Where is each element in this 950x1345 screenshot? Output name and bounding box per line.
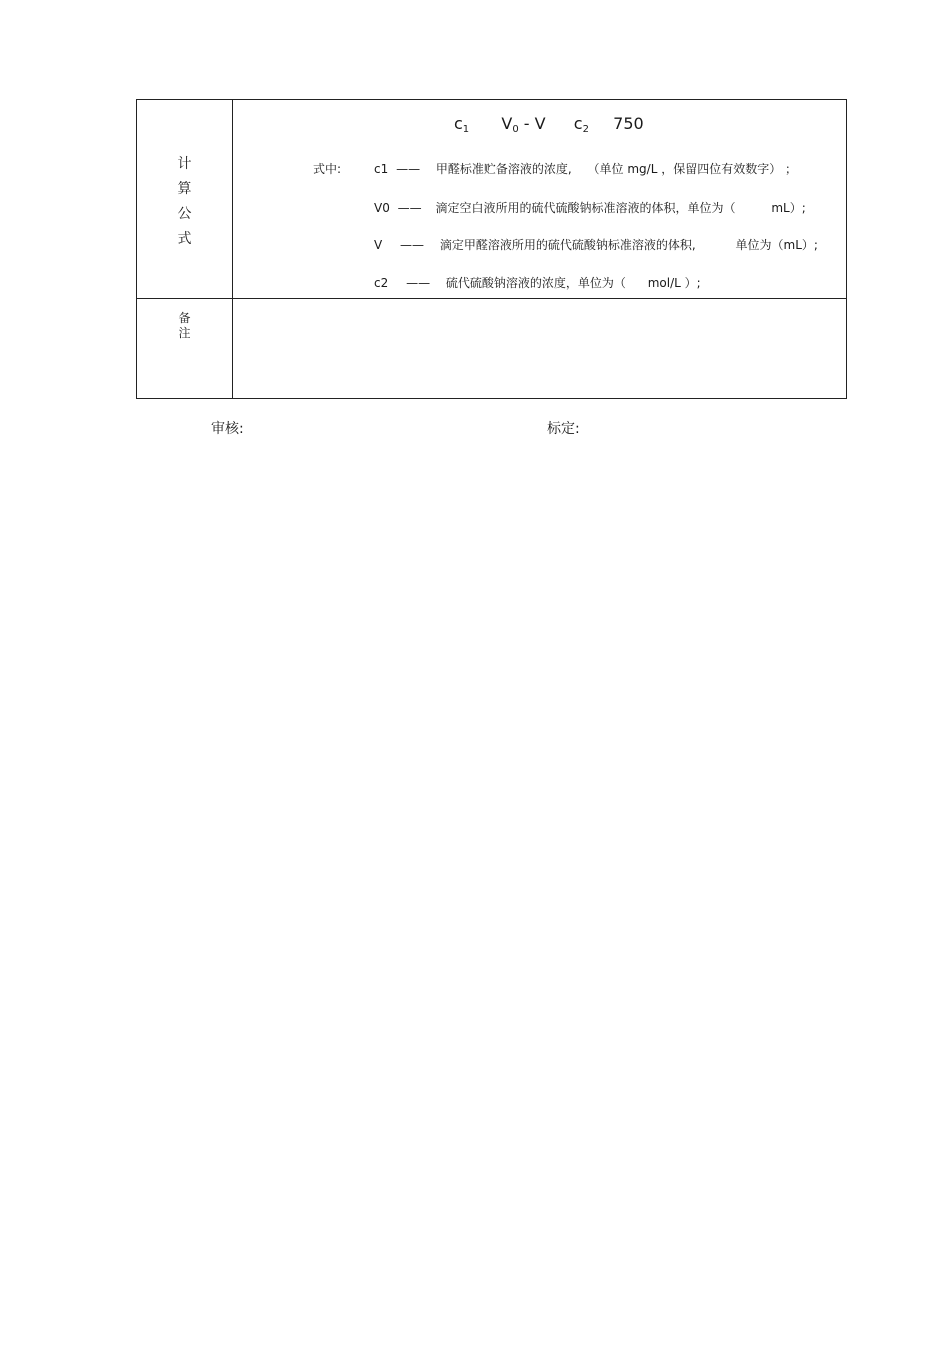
calibrate-label: 标定: (547, 421, 580, 437)
calc-formula-label: 计 算 公 式 (177, 156, 192, 247)
calculation-table (136, 99, 847, 399)
review-label: 审核: (211, 421, 244, 437)
definition-c2: c2 —— 硫代硫酸钠溶液的浓度，单位为（ mol/L ）; (374, 276, 701, 290)
column-divider (232, 100, 233, 398)
definition-v0: V0 —— 滴定空白液所用的硫代硫酸钠标准溶液的体积，单位为（ mL）; (374, 201, 806, 215)
formula: $c_1$ $V_0$ - V $c_2$ 750 (454, 114, 644, 135)
where-label: 式中: (313, 162, 342, 176)
definition-v: V —— 滴定甲醛溶液所用的硫代硫酸钠标准溶液的体积, 单位为（mL）; (374, 238, 818, 252)
definition-c1: c1 —— 甲醛标准贮备溶液的浓度, （单位 mg/L ，保留四位有效数字） ； (374, 162, 798, 176)
row-divider (137, 298, 846, 299)
notes-label: 备 注 (178, 311, 191, 340)
